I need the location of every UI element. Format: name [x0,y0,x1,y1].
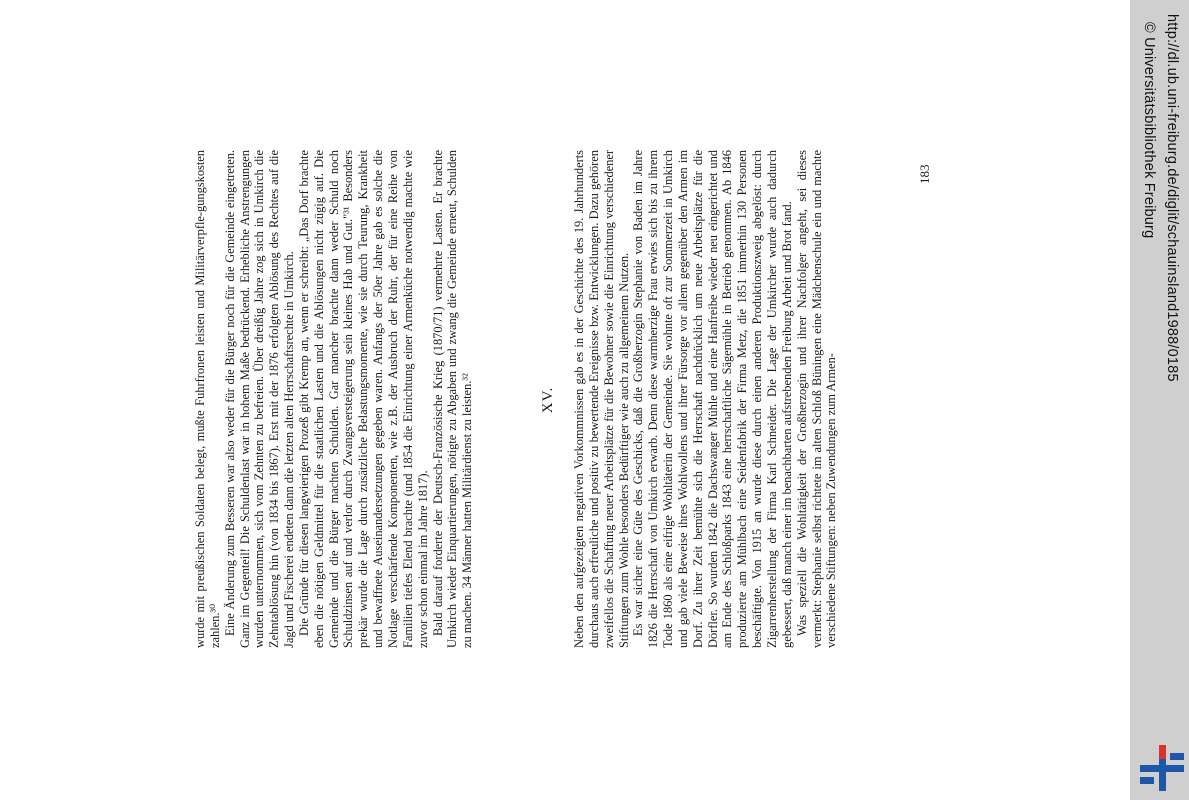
page-number: 183 [917,164,932,184]
copyright-notice: © Universitätsbibliothek Freiburg [1141,22,1157,239]
section-heading: XV. [540,386,556,414]
text-block-upper [193,150,475,648]
paragraph: Es war sicher eine Güte des Geschicks, daß die Großherzogin Stephanie von Baden im Jahre 1826 die Herrschaft von Umkirch erwarb. Denn diese warmherzige Frau erwies sich bis zu ihrem Tode 1860 als eine eifrige Wohltäterin der Gemeinde. Sie wohnte oft zur Sommerzeit in Umkirch und gab viele Beweise ihres Wohlwollens und ihrer Fürsorge vor allem gegenüber den Armen im Dorf. Zu ihrer Zeit bemühte sich die Herrschaft nachdrücklich um neue Arbeitsplätze für die Dörfler. So wurden 1842 die Dachswanger Mühle und eine Hanfreibe wieder neu eingerichtet und am Ende des Schloßparks 1843 eine herrschaftliche Sägemühle in Betrieb genommen. Ab 1846 produzierte am Mühlbach eine Seidenfabrik der Firma Metz, die 1851 immerhin 130 Personen beschäftigte. Von 1915 an wurde diese durch einen anderen Produktionszweig abgelöst: durch Zigarrenherstellung der Firma Karl Schneider. Die Lage der Umkircher wurde auch dadurch gebessert, daß manch einer im benachbarten aufstrebenden Freiburg Arbeit und Brot fand. [631,150,794,648]
paragraph: wurde mit preußischen Soldaten belegt, mußte Fuhrfronen leisten und Militärverpfle-gungskosten zahlen.³⁰ [193,150,222,648]
document-url[interactable]: http://dl.ub.uni-freiburg.de/diglit/schauinsland1988/0185 [1164,14,1180,382]
paragraph: Was speziell die Wohltätigkeit der Großherzogin und ihrer Nachfolger angeht, sei dieses vermerkt: Stephanie selbst richtete im alten Schloß Büningen eine Mädchenschule ein und machte verschiedene Stiftungen: neben Zuwendungen zum Armen- [794,150,839,648]
paragraph: Die Gründe für diesen langwierigen Prozeß gibt Kremp an, wenn er schreibt: „Das Dorf brachte eben die nötigen Geldmittel für die staatlichen Lasten und die Ablösungen nicht zügig auf. Die Gemeinde und die Bürger machten Schulden. Gar mancher brachte dann weder Schuld noch Schuldzinsen auf und verlor durch Zwangsversteigerung sein kleines Hab und Gut."³¹ Besonders prekär wurde die Lage durch zusätzliche Belastungsmomente, wie sie durch Teurung, Krankheit und bewaffnete Auseinandersetzungen gegeben waren. Anfangs der 50er Jahre gab es solche die Notlage verschärfende Komponenten, wie z.B. der Ausbruch der Ruhr, der für eine Reihe von Familien tiefes Elend brachte (und 1854 die Einrichtung einer Armenküche notwendig machte wie zuvor schon einmal im Jahre 1817). [296,150,430,648]
viewer-sidebar [1130,0,1189,800]
paragraph: Eine Änderung zum Besseren war also weder für die Bürger noch für die Gemeinde eingetreten. Ganz im Gegenteil! Die Schuldenlast war in hohem Maße bedrückend. Erhebliche Anstrengungen wurden unternommen, sich vom Zehnten zu befreien. Über dreißig Jahre zog sich in Umkirch die Zehntablösung hin (von 1834 bis 1867). Erst mit der 1876 erfolgten Ablösung des Rechtes auf die Jagd und Fischerei endeten dann die letzten alten Herrschaftsrechte in Umkirch. [222,150,297,648]
paragraph: Neben den aufgezeigten negativen Vorkommnissen gab es in der Geschichte des 19. Jahrhunderts durchaus auch erfreuliche und positiv zu bewertende Ereignisse bzw. Entwicklungen. Dazu gehören zweifellos die Schaffung neuer Arbeitsplätze für die Bewohner sowie die Einrichtung verschiedener Stiftungen zum Wohle besonders Bedürftiger wie auch zu allgemeinem Nutzen. [572,150,631,648]
text-block-lower [572,150,839,648]
library-logo-icon [1140,745,1184,791]
paragraph: Bald darauf forderte der Deutsch-Französische Krieg (1870/71) vermehrte Lasten. Er brachte Umkirch wieder Einquartierungen, nötigte zu Abgaben und zwang die Gemeinde erneut, Schulden zu machen. 34 Männer hatten Militärdienst zu leisten.³² [430,150,475,648]
